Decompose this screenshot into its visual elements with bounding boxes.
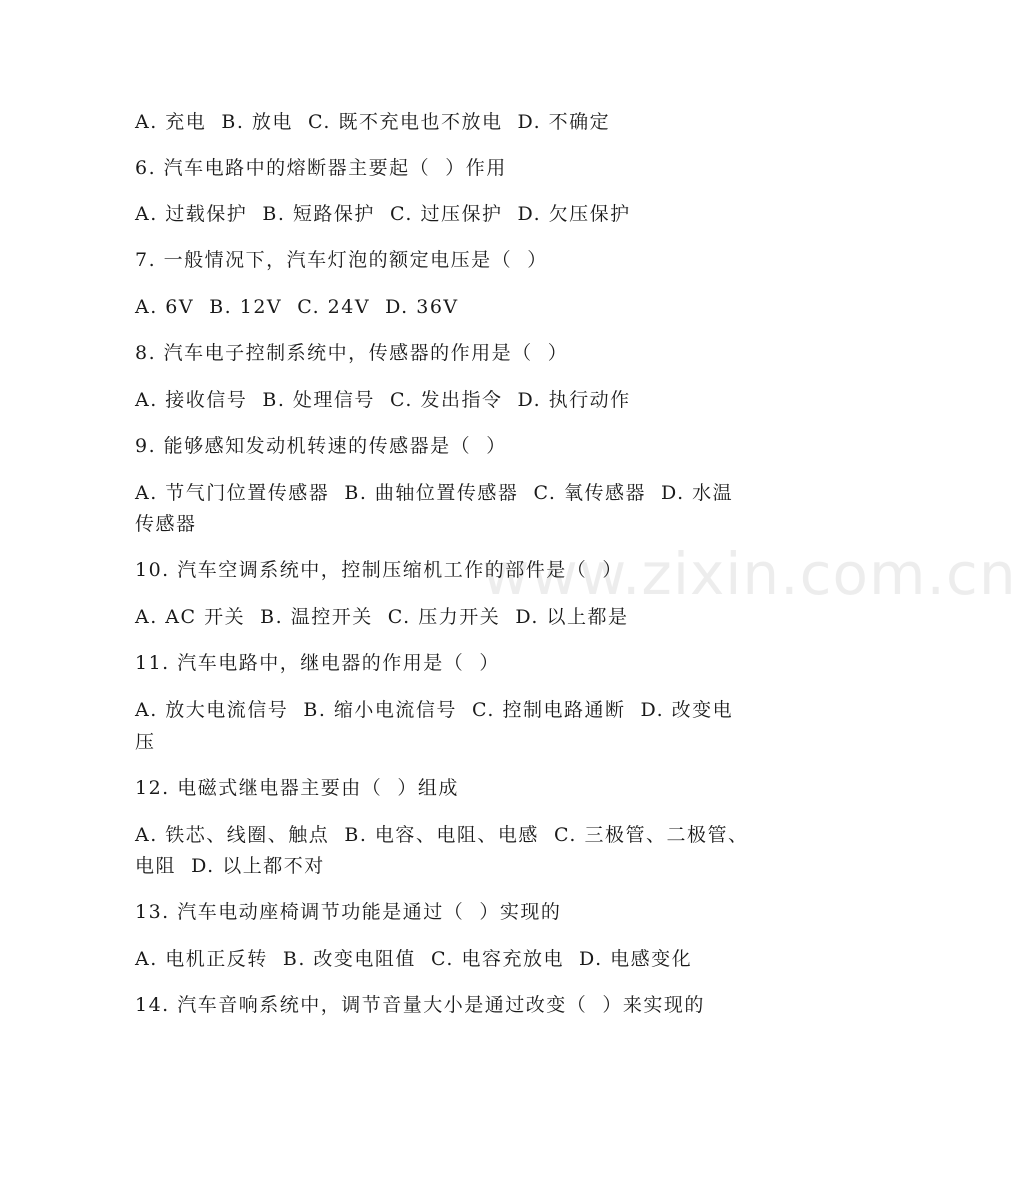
- question-8: 8. 汽车电子控制系统中，传感器的作用是（ ）: [135, 342, 569, 364]
- question-14: 14. 汽车音响系统中，调节音量大小是通过改变（ ）来实现的: [135, 994, 705, 1016]
- question-10: 10. 汽车空调系统中，控制压缩机工作的部件是（ ）: [135, 559, 623, 581]
- answer-options-q9: A. 节气门位置传感器 B. 曲轴位置传感器 C. 氧传感器 D. 水温: [135, 482, 734, 504]
- answer-options-q9-continued: 传感器: [135, 513, 197, 535]
- answer-options-q5: A. 充电 B. 放电 C. 既不充电也不放电 D. 不确定: [135, 111, 611, 133]
- question-9: 9. 能够感知发动机转速的传感器是（ ）: [135, 435, 507, 457]
- answer-options-q13: A. 电机正反转 B. 改变电阻值 C. 电容充放电 D. 电感变化: [135, 948, 693, 970]
- answer-options-q7: A. 6V B. 12V C. 24V D. 36V: [135, 296, 459, 318]
- watermark: www.zixin.com.cn: [482, 540, 1017, 608]
- answer-options-q6: A. 过载保护 B. 短路保护 C. 过压保护 D. 欠压保护: [135, 203, 631, 225]
- question-7: 7. 一般情况下，汽车灯泡的额定电压是（ ）: [135, 249, 548, 271]
- answer-options-q12-continued: 电阻 D. 以上都不对: [135, 855, 325, 877]
- question-11: 11. 汽车电路中，继电器的作用是（ ）: [135, 652, 500, 674]
- answer-options-q11: A. 放大电流信号 B. 缩小电流信号 C. 控制电路通断 D. 改变电: [135, 699, 734, 721]
- question-12: 12. 电磁式继电器主要由（ ）组成: [135, 777, 459, 799]
- question-13: 13. 汽车电动座椅调节功能是通过（ ）实现的: [135, 901, 562, 923]
- answer-options-q11-continued: 压: [135, 731, 156, 753]
- answer-options-q8: A. 接收信号 B. 处理信号 C. 发出指令 D. 执行动作: [135, 389, 631, 411]
- question-6: 6. 汽车电路中的熔断器主要起（ ）作用: [135, 157, 507, 179]
- answer-options-q10: A. AC 开关 B. 温控开关 C. 压力开关 D. 以上都是: [135, 606, 629, 628]
- answer-options-q12: A. 铁芯、线圈、触点 B. 电容、电阻、电感 C. 三极管、二极管、: [135, 824, 749, 846]
